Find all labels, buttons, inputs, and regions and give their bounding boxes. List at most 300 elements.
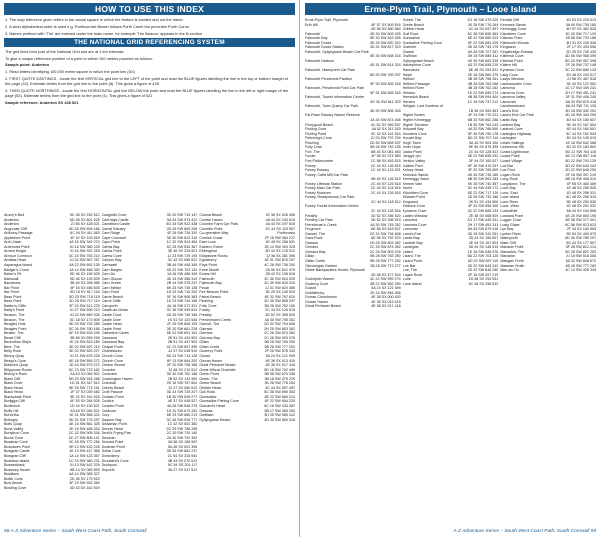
entry-name: Garrack — [305, 240, 318, 245]
entry-map-page: 1B 56 — [565, 36, 575, 41]
entry-grid-ref: SX 097 497 — [479, 27, 499, 32]
entry-name: Fowey Main Car Park — [305, 186, 341, 191]
entry-name: Kennel Vale — [402, 181, 423, 186]
entry-grid-ref: SW 792 285 — [79, 322, 100, 327]
entry-grid-ref: SX 060 519 — [178, 385, 198, 390]
entry-map-page: 4E 36 — [265, 358, 275, 363]
entry-map-page: 2B 42 — [265, 272, 275, 277]
entry-name: Coombe Point — [199, 226, 223, 231]
entry-name: Gillan Creek — [199, 344, 220, 349]
entry-name: Kenneggy Cove — [500, 27, 527, 32]
entry-grid-ref: SW 745 135 — [177, 285, 198, 290]
entry-map-page: 2C 26 — [264, 335, 274, 340]
entry-name: Lamorna — [500, 86, 515, 91]
entry-name: Frenchman's Creek — [199, 317, 231, 322]
entry-grid-ref: SW 498 310 — [575, 177, 597, 182]
entry-map-page: 3D 54 — [166, 449, 177, 454]
entry-grid-ref: SW 777 283 — [575, 263, 597, 268]
entry-name: Croft Pascoe — [101, 390, 123, 395]
entry-name: Looe River — [500, 199, 518, 204]
entry-map-page: 3D 52 — [265, 313, 275, 318]
entry-map-page: 1D 44 — [69, 403, 80, 408]
entry-map-page: 6F 15 — [69, 331, 79, 336]
entry-name: Lelant — [402, 249, 413, 254]
entry-name: Fowey, Caffa Mill Car Park — [305, 172, 348, 177]
entry-reference — [368, 73, 401, 78]
entry-grid-ref: SW 449 241 — [575, 86, 597, 91]
entry-name: Kiberick Point — [500, 58, 523, 63]
entry-grid-ref: SW 945 624 — [177, 308, 198, 313]
entry-grid-ref: SW 903 376 — [274, 335, 296, 340]
entry-grid-ref: SW 808 337 — [274, 299, 296, 304]
entry-name: Gillan — [199, 340, 209, 345]
entry-grid-ref: SX 124 521 — [381, 168, 401, 173]
entry-name: Capo Point — [101, 240, 120, 245]
entry-name: Arrallas Head — [4, 258, 27, 263]
entry-grid-ref: SW 745 262 — [274, 317, 296, 322]
entry-name: Cornish Coast — [199, 235, 223, 240]
entry-grid-ref: SW 446 245 — [575, 95, 597, 100]
entry-grid-ref: SW 772 256 — [79, 440, 100, 445]
entry-grid-ref: SX 509 516 — [381, 22, 401, 27]
entry-grid-ref: SW 905 336 — [79, 431, 100, 436]
entry-grid-ref: SW 780 168 — [79, 326, 100, 331]
entry-name: Carn Gloose — [101, 276, 123, 281]
entry-grid-ref: SX 347 512 — [80, 381, 100, 386]
entry-grid-ref: SW 809 318 — [478, 58, 499, 63]
entry-map-page: 3E 44 — [468, 240, 479, 245]
entry-grid-ref: SX 311 533 — [381, 127, 401, 132]
entry-map-page: 2H 25 — [264, 326, 274, 331]
entry-grid-ref: SW 762 262 — [478, 86, 499, 91]
entry-grid-ref: SW 763 268 — [478, 81, 499, 86]
entry-map-page: 2C 44 — [370, 181, 381, 186]
entry-name: Armour Common — [4, 253, 32, 258]
entry-reference — [368, 82, 400, 87]
entry-grid-ref: SW 660 224 — [274, 394, 296, 399]
entry-name: Bodigga Cliff — [4, 399, 25, 404]
entry-map-page: 1C 26 — [467, 99, 478, 104]
index-column — [199, 213, 295, 526]
entry-grid-ref: SW 342 251 — [575, 108, 597, 113]
entry-name: Kynance Cove — [402, 208, 427, 213]
entry-map-page: 2G 17 — [467, 218, 478, 223]
right-banner: Erme-Plym Trail, Plymouth – Looe Island — [305, 3, 596, 15]
entry-map-page: 4E 31 — [264, 258, 274, 263]
entry-name: Fowey Estuary — [305, 168, 330, 173]
entry-map-page: 3C 42 — [167, 258, 178, 263]
entry-name: Looe, East — [500, 190, 518, 195]
entry-map-page: 2F 17 — [566, 45, 576, 50]
entry-grid-ref: SW 579 272 — [79, 363, 100, 368]
entry-grid-ref: SX 070 513 — [178, 458, 198, 463]
entry-grid-ref: SW 776 264 — [478, 22, 499, 27]
entry-grid-ref: SX 482 528 — [576, 27, 597, 32]
entry-name: Carn Barges — [101, 267, 123, 272]
entry-grid-ref: SX 126 515 — [275, 308, 296, 313]
entry-name: Higher Kenneggy — [402, 118, 431, 123]
entry-map-page: 6B 40 — [371, 177, 381, 182]
entry-map-page: 3A 40 — [565, 22, 575, 27]
entry-name: Kilcobben Cove — [402, 190, 429, 195]
entry-map-page: 5C 26 — [68, 326, 79, 331]
entry-map-page: 1D 48 — [566, 190, 576, 195]
entry-map-page: 1C 32 — [167, 422, 178, 427]
entry-map-page: 4D 31 — [369, 63, 380, 68]
entry-grid-ref: SW 783 250 — [274, 340, 296, 345]
entry-map-page: 3D 20 — [68, 349, 79, 354]
entry-map-page: 4D 26 — [68, 226, 79, 231]
entry-name: Freathy — [199, 313, 212, 318]
entry-map-page: 2F 26 — [565, 63, 575, 68]
entry-grid-ref: SW 708 166 — [177, 363, 198, 368]
entry-map-page: 5E 54 — [566, 231, 576, 236]
entry-map-page: 1K 51 — [167, 317, 178, 322]
entry-grid-ref: SW 794 608 — [274, 322, 296, 327]
entry-grid-ref: SW 957 398 — [575, 58, 597, 63]
entry-map-page: 2F 18 — [264, 235, 274, 240]
entry-grid-ref: SX 256 531 — [576, 190, 597, 195]
entry-map-page: 4B 28 — [467, 81, 478, 86]
entry-name: Grebe Beach — [199, 381, 221, 386]
entry-name: Carn Mellyn — [101, 285, 122, 290]
entry-name: Flushing — [305, 140, 319, 145]
entry-map-page: 3A 36 — [167, 440, 178, 445]
entry-map-page: 3D 22 — [467, 263, 478, 268]
entry-map-page: 4J 27 — [69, 308, 79, 313]
entry-map-page: 4C 28 — [68, 440, 79, 445]
entry-grid-ref: SX 256 515 — [479, 281, 499, 286]
entry-grid-ref: SW 466 334 — [79, 426, 100, 431]
entry-grid-ref: SW 643 242 — [575, 163, 597, 168]
entry-grid-ref: SX 000 463 — [479, 108, 499, 113]
entry-map-page: 2J 18 — [566, 254, 575, 259]
entry-name: Ardenorra Point — [4, 244, 30, 249]
entry-map-page: 3E 20 — [69, 344, 79, 349]
entry-grid-ref: SW 926 777 — [177, 417, 198, 422]
entry-map-page: 6F 53 — [70, 399, 80, 404]
entry-grid-ref: SW 806 328 — [380, 108, 401, 113]
entry-name: Barcelona — [4, 281, 21, 286]
entry-grid-ref: SW 342 251 — [478, 231, 499, 236]
entry-grid-ref: SX 428 521 — [80, 222, 100, 227]
entry-name: Mawnan Smith — [500, 263, 525, 268]
grid-text-5: 2. FIRST QUOTE EASTINGS - locate the first VERTICAL grid line to the LEFT of the point and read the BLUE figures labelling the line in the top or bottom margin of the page (42). Estimate tenths from the grid line to the point (8). This gives a figure of 428 — [5, 75, 288, 87]
entry-reference — [369, 200, 401, 205]
entry-name: Lantivet Bay — [402, 240, 423, 245]
entry-map-page: 3G 28 — [565, 249, 575, 254]
entry-map-page: 3K 26 — [467, 22, 478, 27]
entry-name: Evans Hill — [199, 272, 216, 277]
entry-name: Bolts Quay — [4, 422, 22, 427]
entry-grid-ref: SW 794 608 — [380, 231, 401, 236]
entry-name: Fowey Lifeboat Station — [305, 181, 343, 186]
entry-grid-ref: SX 118 512 — [381, 199, 401, 204]
entry-grid-ref: SW 703 125 — [575, 158, 597, 163]
entry-name: Housel Bay — [402, 136, 422, 141]
entry-map-page: 2D 22 — [467, 268, 478, 273]
entry-name: Maer Cliff — [500, 240, 516, 245]
entry-name: Gerrans Bay — [305, 249, 326, 254]
entry-grid-ref: SW 533 299 — [79, 331, 100, 336]
entry-name: Ballowall — [4, 276, 19, 281]
entry-map-page: 4E 44 — [566, 127, 576, 132]
entry-grid-ref: SX 037 512 — [178, 467, 198, 472]
entry-name: Fishing Point — [305, 131, 327, 136]
entry-name: Carnwath — [101, 263, 118, 268]
entry-name: Falmouth Docks — [305, 40, 332, 45]
entry-map-page: 6E 18 — [69, 358, 79, 363]
entry-reference — [368, 63, 401, 68]
entry-map-page: 3J 48 — [168, 367, 178, 372]
entry-map-page: 5F 16 — [166, 294, 177, 299]
entry-map-page: 5D 16 — [264, 367, 274, 372]
entry-name: Goldsithney — [305, 290, 325, 295]
entry-name: Kiberick Cove — [402, 204, 426, 209]
entry-map-page: 2D 46 — [69, 476, 80, 481]
entry-name: Gorran Haven — [305, 299, 328, 304]
entry-map-page: 4J 20 — [69, 313, 79, 318]
entry-name: Bishop's Rock — [4, 372, 27, 377]
entry-name: Crinnis Beach — [101, 385, 125, 390]
entry-map-page: 4A 52 — [371, 127, 381, 132]
entry-name: Carne Beach — [101, 294, 123, 299]
entry-map-page: 6B 20 — [467, 177, 478, 182]
entry-name: Carn Greeb — [101, 281, 121, 286]
entry-name: Gerrans Bay — [199, 335, 220, 340]
entry-map-page: 1J 31 — [265, 285, 274, 290]
entry-name: Falmouth, Pendennis Point Car Park — [305, 86, 365, 91]
entry-name: Castle Point — [101, 326, 122, 331]
entry-grid-ref: SX 161 516 — [381, 131, 401, 136]
entry-grid-ref: SW 797 620 — [274, 294, 296, 299]
entry-grid-ref: SX 017 418 — [381, 304, 401, 309]
entry-grid-ref: SW 433 387 — [274, 403, 296, 408]
entry-name: Gillan — [305, 254, 315, 259]
entry-name: Lanteglos Highway — [500, 131, 532, 136]
entry-grid-ref: SX 183 802 — [576, 145, 597, 150]
entry-map-page: 2C 26 — [369, 249, 380, 254]
entry-name: Lizard, The — [402, 254, 421, 259]
entry-grid-ref: SX 243 517 — [576, 72, 597, 77]
entry-map-page: 4E 30 — [370, 40, 380, 45]
entry-grid-ref: SW 800 195 — [575, 213, 597, 218]
entry-map-page: 2J 50 — [70, 222, 80, 227]
entry-grid-ref: SX 165 993 — [178, 440, 198, 445]
entry-name: Lanteglos — [402, 245, 419, 250]
entry-name: Loe Bar — [402, 263, 416, 268]
entry-grid-ref: SW 736 200 — [274, 263, 296, 268]
entry-name: Castle-an-Dinas — [101, 308, 128, 313]
entry-grid-ref: SW 397 219 — [575, 172, 597, 177]
entry-grid-ref: SX 467 518 — [576, 77, 597, 82]
entry-map-page: 3B 56 — [70, 335, 80, 340]
entry-grid-ref: SW 870 336 — [274, 372, 296, 377]
entry-map-page: 4J 21 — [69, 353, 79, 358]
entry-name: Men-an-Tol — [500, 268, 519, 273]
entry-grid-ref: SW 812 214 — [575, 245, 597, 250]
entry-name: Inner Hope — [402, 145, 421, 150]
entry-map-page: 4F 55 — [566, 181, 576, 186]
entry-name: Kilcobben Cove — [500, 31, 526, 36]
entry-grid-ref: SW 994 404 — [478, 95, 499, 100]
entry-map-page: 5F 30 — [370, 81, 380, 86]
entry-map-page: 5D 22 — [467, 190, 478, 195]
entry-name: Hoodens Cove — [402, 131, 427, 136]
entry-name: Gwithian — [402, 54, 417, 59]
entry-map-page: 5C 27 — [68, 435, 79, 440]
entry-map-page: 6B 18 — [565, 177, 575, 182]
entry-map-page: 1C 32 — [166, 240, 177, 245]
entry-grid-ref: SX 001 396 — [178, 444, 198, 449]
entry-name: Gribbin Head — [199, 385, 221, 390]
grid-text-6: 3. THEN QUOTE NORTHINGS - locate the first HORIZONTAL grid line BELOW the point and read the BLUE figures labelling the line in the left or right margin of the page (52). Estimate tenths from the grid line to the point (1). This gives a figure of 521 — [5, 87, 289, 99]
entry-reference — [368, 45, 401, 50]
entry-grid-ref: SX 045 527 — [178, 399, 198, 404]
entry-map-page: 2C 26 — [369, 245, 380, 250]
entry-grid-ref: SW 599 274 — [380, 277, 401, 282]
entry-grid-ref: SW 702 499 — [274, 367, 296, 372]
entry-grid-ref: SW 697 495 — [177, 344, 198, 349]
entry-name: Lizard Point — [500, 154, 520, 159]
entry-grid-ref: SW 689 326 — [79, 313, 100, 318]
entry-name: Devoran — [101, 435, 116, 440]
entry-map-page: 6C 54 — [70, 231, 80, 236]
entry-map-page: 4D 31 — [369, 45, 380, 50]
entry-grid-ref: SW 356 314 — [177, 276, 198, 281]
entry-name: Godrevy Cove — [305, 281, 329, 286]
entry-map-page: 4C 44 — [468, 27, 479, 32]
left-index-columns — [4, 213, 295, 526]
entry-map-page: 1J 38 — [266, 253, 275, 258]
entry-name: Gunwalloe Fishing Cove — [402, 40, 443, 45]
index-entry — [403, 282, 499, 287]
entry-map-page: 5B 28 — [370, 254, 380, 259]
entry-name: Land's End — [500, 108, 519, 113]
entry-name: Bass Point — [4, 294, 22, 299]
entry-grid-ref: SW 737 148 — [575, 63, 597, 68]
entry-grid-ref: SX 234 521 — [178, 249, 198, 254]
entry-grid-ref: SX 124 516 — [381, 186, 401, 191]
entry-name: Church Cove — [101, 358, 123, 363]
entry-name: Hannafore — [402, 68, 420, 73]
entry-map-page: 4C 22 — [166, 344, 177, 349]
entry-grid-ref: SX 359 537 — [381, 122, 401, 127]
entry-name: Gull Rock — [402, 31, 419, 36]
entry-name: Godolphin Warren — [305, 277, 335, 282]
entry-map-page: 3B 44 — [166, 263, 177, 268]
entry-grid-ref: SW 719 147 — [177, 213, 198, 217]
entry-name: Camel Estuary — [101, 226, 126, 231]
entry-name: Falmouth, Town Quarry Car Park — [305, 104, 359, 109]
entry-map-page: 6C 48 — [566, 195, 576, 200]
entry-grid-ref: SW 397 219 — [478, 272, 499, 277]
entry-map-page: 3D 42 — [265, 249, 275, 254]
entry-map-page: 1H 31 — [166, 408, 177, 413]
entry-name: Longstone, The — [500, 181, 526, 186]
entry-name: Cape Cornwall — [101, 235, 126, 240]
entry-grid-ref: SW 745 156 — [177, 313, 198, 318]
entry-grid-ref: SX 240 536 — [576, 40, 597, 45]
instruction-3: 3. Names prefixed with 'The' are indexed under the main name, for example 'The Beacon' appears in the B section — [5, 30, 202, 36]
entry-name: Dollar Cove — [101, 449, 121, 454]
entry-grid-ref: SW 365 327 — [79, 472, 100, 477]
entry-name: Fowey — [199, 308, 211, 313]
entry-grid-ref: SW 821 203 — [575, 249, 597, 254]
entry-grid-ref: SW 620 227 — [79, 349, 100, 354]
entry-map-page: 5C 44 — [566, 131, 576, 136]
entry-map-page: 2A 43 — [70, 372, 80, 377]
entry-map-page: 4E 36 — [371, 295, 381, 300]
entry-name: Bone Valley — [4, 426, 24, 431]
entry-grid-ref: SW 770 221 — [478, 113, 499, 118]
entry-name: Beagles Hole — [4, 322, 26, 327]
entry-name: Lantivet Bay — [500, 122, 521, 127]
entry-map-page: 3C 14 — [565, 268, 575, 273]
index-column — [403, 18, 499, 526]
right-page — [301, 0, 600, 537]
entry-grid-ref: SW 809 325 — [380, 31, 401, 36]
entry-map-page: 4D 26 — [467, 172, 478, 177]
entry-reference — [466, 100, 499, 105]
entry-map-page: 2C 44 — [370, 190, 381, 195]
entry-map-page: 2K 51 — [167, 335, 178, 340]
entry-grid-ref: SW 819 305 — [380, 36, 401, 41]
entry-map-page: 3K 25 — [265, 290, 275, 295]
entry-map-page: 3C 46 — [166, 417, 177, 422]
entry-name: Ebbingford — [199, 249, 217, 254]
entry-map-page: 3A 16 — [468, 140, 479, 145]
entry-map-page: 4D 30 — [369, 31, 380, 36]
entry-map-page: 3E 42 — [70, 394, 80, 399]
entry-map-page: 2C 44 — [265, 308, 275, 313]
entry-map-page: 4D 58 — [370, 272, 381, 277]
index-entry — [500, 268, 596, 273]
entry-name: Gara Rock — [305, 236, 323, 241]
entry-grid-ref: SW 733 186 — [478, 195, 499, 200]
entry-name: Bessy's Cove — [4, 358, 26, 363]
entry-grid-ref: SW 774 161 — [79, 385, 100, 390]
entry-grid-ref: SX 017 418 — [275, 363, 296, 368]
entry-map-page: 6D 22 — [467, 136, 478, 141]
index-entry — [4, 486, 100, 491]
entry-name: Co-operative Way — [199, 231, 229, 236]
entry-name: Godrevy Point — [199, 349, 223, 354]
entry-reference — [368, 91, 400, 96]
entry-map-page: 1D 48 — [566, 204, 576, 209]
entry-name: Land's End Car Park — [500, 113, 534, 118]
grid-text-7: Sample reference: Anderton SX 428 521 — [5, 99, 79, 105]
entry-map-page: 4D 30 — [370, 99, 380, 104]
entry-name: Gerrans — [199, 331, 213, 336]
entry-grid-ref: SW 808 318 — [380, 54, 401, 59]
entry-map-page: 4B 22 — [370, 281, 380, 286]
entry-map-page: 3D 22 — [565, 163, 575, 168]
entry-name: Globe Backpackers Hostel, Plymouth — [305, 268, 366, 273]
entry-grid-ref: SW 814 324 — [380, 63, 401, 68]
entry-name: Helford Passage — [402, 81, 430, 86]
entry-name: Carnyorth — [101, 303, 118, 308]
entry-map-page: 3D 44 — [468, 245, 479, 250]
entry-name: Beer, The — [4, 344, 20, 349]
index-column — [305, 18, 401, 526]
entry-name: Heligan, Lost Gardens of — [402, 104, 443, 109]
entry-grid-ref: SX 518 527 — [381, 227, 401, 232]
entry-name: Bow Beach — [4, 481, 23, 486]
entry-map-page: 1D 48 — [468, 277, 479, 282]
entry-map-page: 2F 25 — [264, 349, 274, 354]
entry-grid-ref: SW 697 116 — [576, 154, 597, 159]
